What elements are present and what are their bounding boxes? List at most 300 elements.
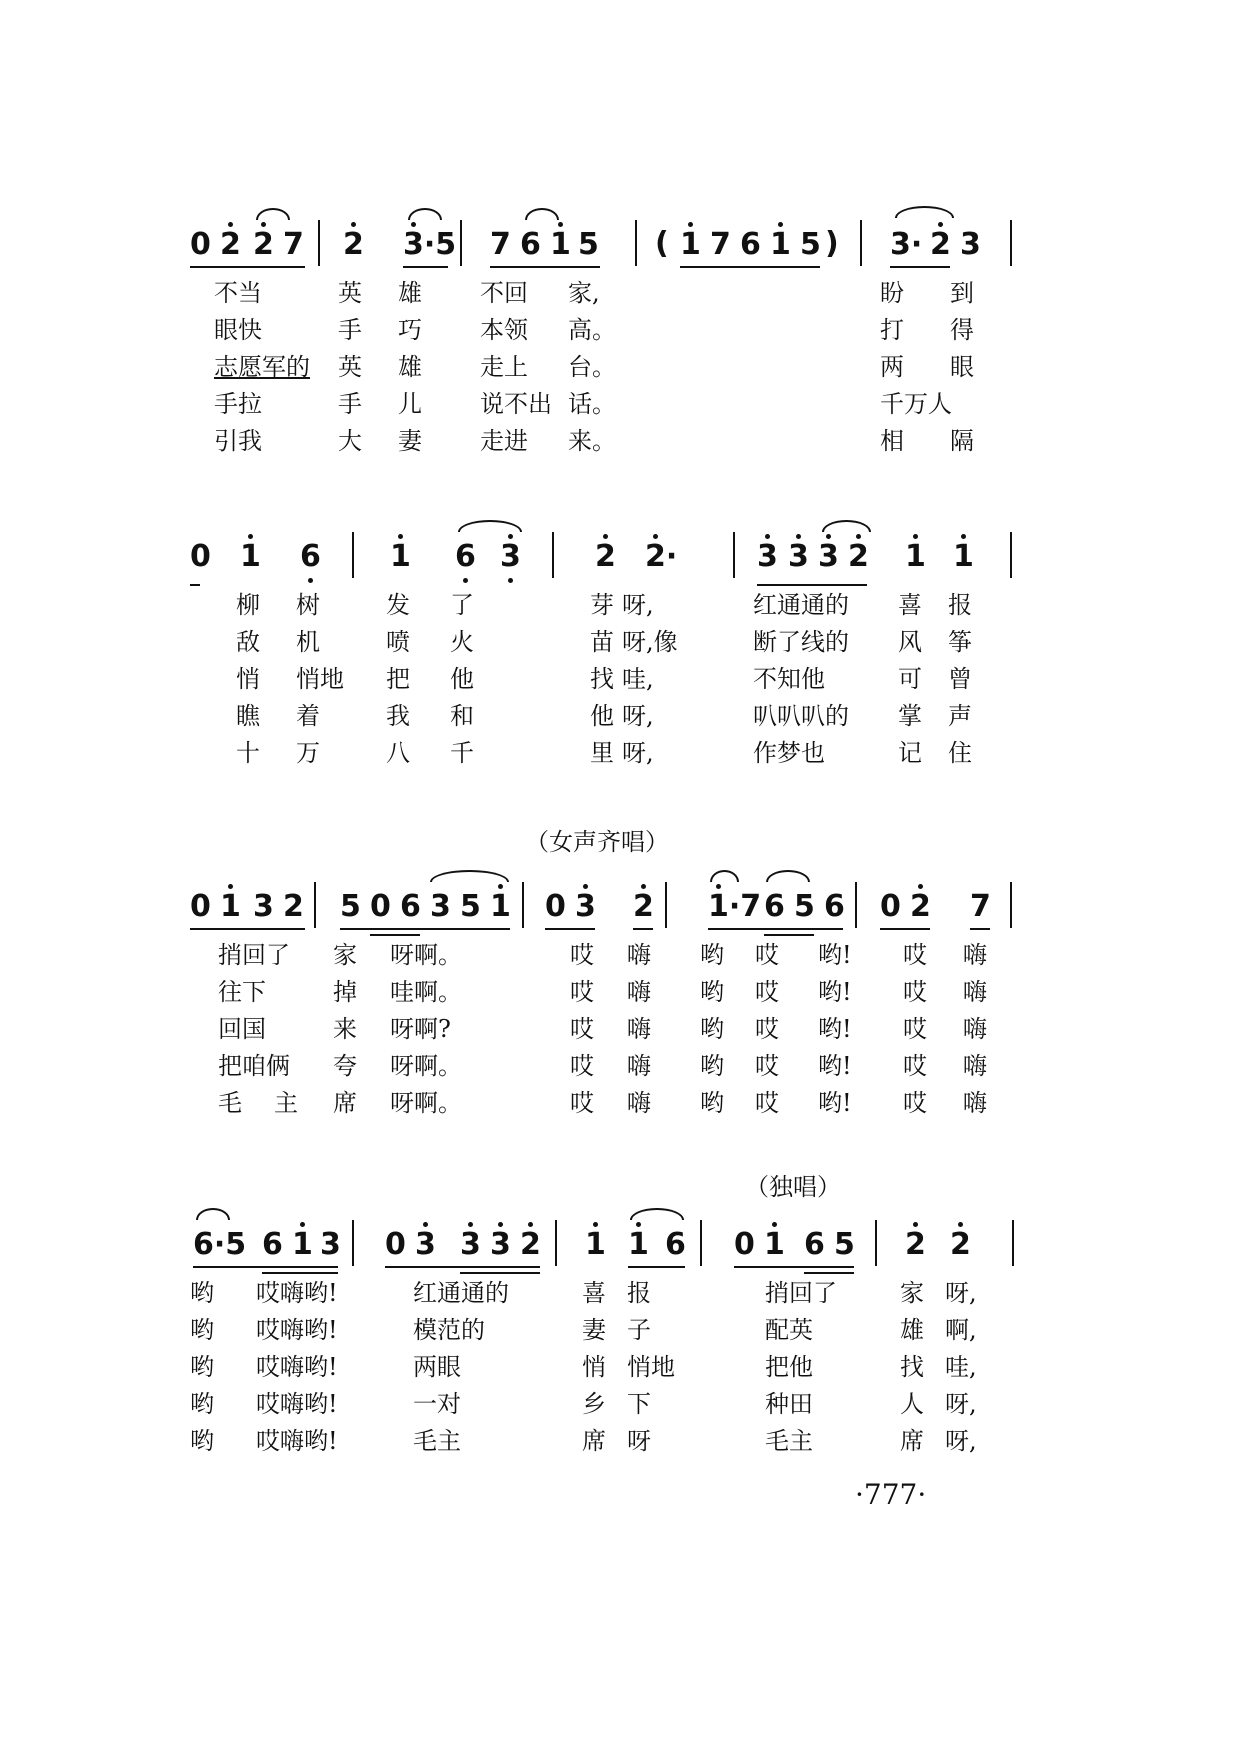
barline: [875, 1220, 877, 1266]
lyric: 悄: [236, 665, 260, 693]
lyric: 哟: [190, 1353, 214, 1381]
lyric: 哇啊。: [390, 978, 462, 1006]
lyric: 喜: [898, 591, 922, 619]
note: 2: [930, 227, 951, 262]
lyric: 雄: [398, 353, 422, 381]
note: 3: [460, 1227, 481, 1262]
lyric: 不回: [480, 279, 528, 307]
lyric: 手: [338, 316, 362, 344]
lyric: 把咱俩: [218, 1052, 290, 1080]
note: 1: [490, 889, 511, 924]
lyric: 哎: [570, 1015, 594, 1043]
high-dot: [248, 534, 253, 539]
note: 5: [794, 889, 815, 924]
beam: [890, 266, 950, 268]
lyric: 嗨: [963, 941, 987, 969]
high-dot: [593, 1222, 598, 1227]
note: 3: [818, 539, 839, 574]
lyric: 八: [386, 739, 410, 767]
lyric: 哇,: [945, 1353, 977, 1381]
lyric: 哟: [190, 1390, 214, 1418]
barline: [1010, 882, 1012, 928]
lyric: 席: [582, 1427, 606, 1455]
note: 1: [390, 539, 411, 574]
verse-5: [0, 1426, 1100, 1456]
note: 0: [190, 539, 211, 574]
note: 1: [905, 539, 926, 574]
barline: [635, 220, 637, 266]
lyric: 得: [950, 316, 974, 344]
lyric: 住: [948, 739, 972, 767]
note: 0: [190, 227, 211, 262]
note: 5: [460, 889, 481, 924]
lyric: 芽: [590, 591, 614, 619]
lyric: 报: [948, 591, 972, 619]
lyric: 志愿军的: [214, 353, 310, 381]
lyric: 哟: [700, 978, 724, 1006]
barline: [1012, 1220, 1014, 1266]
lyric: 嗨: [627, 978, 651, 1006]
lyric: 呀,: [945, 1390, 977, 1418]
lyric: 喜: [582, 1279, 606, 1307]
note: 0: [880, 889, 901, 924]
lyric: 树: [296, 591, 320, 619]
note: 6: [740, 227, 761, 262]
lyric: 家,: [568, 279, 600, 307]
beam: [403, 266, 448, 268]
verse-3: [0, 1352, 1100, 1382]
lyric: 风: [898, 628, 922, 656]
verse-3: [0, 664, 1100, 694]
lyric: 哎嗨哟!: [256, 1427, 338, 1455]
lyric: 哎: [903, 1089, 927, 1117]
staff-line-4: [0, 1228, 1241, 1268]
high-dot: [583, 884, 588, 889]
lyric: 瞧: [236, 702, 260, 730]
note: 0: [545, 889, 566, 924]
high-dot: [765, 534, 770, 539]
barline: [552, 532, 554, 578]
barline: [855, 882, 857, 928]
lyric: 叭叭叭的: [753, 702, 849, 730]
lyric: 手: [338, 390, 362, 418]
lyric: 掉: [333, 978, 357, 1006]
lyric: 两眼: [413, 1353, 461, 1381]
lyric: 来。: [568, 427, 616, 455]
note: 2: [220, 227, 241, 262]
lyric: 可: [898, 665, 922, 693]
lyric: 哟!: [818, 1015, 852, 1043]
note: 2: [905, 1227, 926, 1262]
note: 7: [490, 227, 511, 262]
barline: [352, 532, 354, 578]
high-dot: [856, 534, 861, 539]
lyric: 哟!: [818, 1052, 852, 1080]
lyric: 不当: [214, 279, 262, 307]
lyric: 敌: [236, 628, 260, 656]
lyric: 毛主: [765, 1427, 813, 1455]
verse-5: [0, 1088, 1100, 1118]
lyric: 哟!: [818, 1089, 852, 1117]
lyric: 嗨: [627, 1052, 651, 1080]
verse-5: [0, 426, 1100, 456]
note: 0: [734, 1227, 755, 1262]
beam: [734, 1266, 854, 1268]
high-dot: [688, 222, 693, 227]
lyric: 巧: [398, 316, 422, 344]
lyric: 妻: [582, 1316, 606, 1344]
note: 2: [950, 1227, 971, 1262]
lyric: 呀啊。: [390, 1089, 462, 1117]
lyric: 红通通的: [753, 591, 849, 619]
lyric: 作梦也: [753, 739, 825, 767]
note: 3: [575, 889, 596, 924]
note: 3: [430, 889, 451, 924]
note: 3: [320, 1227, 341, 1262]
lyric: 呀,: [622, 591, 654, 619]
lyric: 嗨: [627, 1015, 651, 1043]
verse-1: [0, 278, 1100, 308]
beam: [193, 1266, 338, 1268]
note: 6: [520, 227, 541, 262]
lyric: 哎: [903, 1015, 927, 1043]
note: 1: [628, 1227, 649, 1262]
high-dot: [913, 1222, 918, 1227]
lyric: 呀啊。: [390, 941, 462, 969]
lyric: 哟!: [818, 941, 852, 969]
note: 0: [370, 889, 391, 924]
lyric: 他: [450, 665, 474, 693]
lyric: 哟: [190, 1316, 214, 1344]
lyric: 家: [900, 1279, 924, 1307]
lyric: 打: [880, 316, 904, 344]
lyric: 啊,: [945, 1316, 977, 1344]
high-dot: [938, 222, 943, 227]
lyric: 相: [880, 427, 904, 455]
verse-3: [0, 1014, 1100, 1044]
lyric: 哎: [755, 1089, 779, 1117]
lyric: 嗨: [627, 941, 651, 969]
high-dot: [958, 1222, 963, 1227]
barline: [733, 532, 735, 578]
note: 6: [824, 889, 845, 924]
lyric: 隔: [950, 427, 974, 455]
lyric: 哎: [903, 1052, 927, 1080]
lyric: 哇,: [622, 665, 654, 693]
note: 0: [190, 889, 211, 924]
note: 2: [283, 889, 304, 924]
high-dot: [398, 534, 403, 539]
interlude-open: (: [655, 226, 669, 261]
slur: [525, 208, 559, 220]
note: 2: [848, 539, 869, 574]
barline: [460, 220, 462, 266]
slur: [895, 206, 954, 218]
lyric: 两: [880, 353, 904, 381]
lyric: 哟: [190, 1427, 214, 1455]
lyric: 手拉: [214, 390, 262, 418]
lyric: 盼: [880, 279, 904, 307]
lyric: 到: [950, 279, 974, 307]
beam: [370, 934, 420, 936]
lyric: 呀: [627, 1427, 651, 1455]
lyric: 种田: [765, 1390, 813, 1418]
lyric: 红通通的: [413, 1279, 509, 1307]
note: 1: [680, 227, 701, 262]
high-dot: [300, 1222, 305, 1227]
high-dot: [603, 534, 608, 539]
lyric: 哎: [755, 1015, 779, 1043]
lyric: 回国: [218, 1015, 266, 1043]
note: 0: [385, 1227, 406, 1262]
lyric: 哟: [700, 941, 724, 969]
beam: [460, 1272, 540, 1274]
lyric: 火: [450, 628, 474, 656]
lyric: 英: [338, 353, 362, 381]
lyric: 里: [590, 739, 614, 767]
note: 3·: [890, 227, 923, 262]
lyric: 来: [333, 1015, 357, 1043]
slur: [766, 870, 810, 882]
note: 5: [834, 1227, 855, 1262]
beam: [190, 584, 200, 586]
lyrics-2: [0, 590, 1100, 767]
note: 3·5: [403, 227, 457, 262]
lyric: 苗: [590, 628, 614, 656]
lyric: 柳: [236, 591, 260, 619]
note: 6: [764, 889, 785, 924]
lyric: 说不出: [480, 390, 552, 418]
lyric: 哟!: [818, 978, 852, 1006]
lyric: 报: [627, 1279, 651, 1307]
high-dot: [918, 884, 923, 889]
barline: [700, 1220, 702, 1266]
high-dot: [772, 1222, 777, 1227]
lyric: 悄: [582, 1353, 606, 1381]
lyric: 走进: [480, 427, 528, 455]
note: 3: [757, 539, 778, 574]
verse-4: [0, 701, 1100, 731]
beam: [190, 266, 305, 268]
lyric: 呀,: [945, 1427, 977, 1455]
lyric: 雄: [900, 1316, 924, 1344]
note: 6: [804, 1227, 825, 1262]
lyric: 儿: [398, 390, 422, 418]
lyric: 筝: [948, 628, 972, 656]
verse-4: [0, 389, 1100, 419]
verse-2: [0, 627, 1100, 657]
high-dot: [796, 534, 801, 539]
lyric: 曾: [948, 665, 972, 693]
lyric: 找: [900, 1353, 924, 1381]
lyrics-4: [0, 1278, 1100, 1455]
beam: [385, 1266, 540, 1268]
lyric: 话。: [568, 390, 616, 418]
lyric: 他: [590, 702, 614, 730]
lyric: 哎: [755, 941, 779, 969]
lyric: 主: [274, 1089, 298, 1117]
high-dot: [228, 222, 233, 227]
lyric: 哎: [570, 941, 594, 969]
lyric: 了: [450, 591, 474, 619]
barline: [522, 882, 524, 928]
beam: [633, 928, 653, 930]
lyric: 呀,: [622, 739, 654, 767]
note: 2: [910, 889, 931, 924]
lyrics-3: [0, 940, 1100, 1117]
lyric: 毛主: [413, 1427, 461, 1455]
lyric: 捎回了: [218, 941, 290, 969]
high-dot: [498, 884, 503, 889]
slur: [630, 1208, 684, 1220]
note: 1: [764, 1227, 785, 1262]
beam: [680, 266, 820, 268]
note: 2: [633, 889, 654, 924]
beam: [262, 1272, 338, 1274]
note: 6: [400, 889, 421, 924]
lyric: 席: [333, 1089, 357, 1117]
lyric: 哟: [700, 1015, 724, 1043]
verse-5: [0, 738, 1100, 768]
barline: [314, 882, 316, 928]
note: 1: [292, 1227, 313, 1262]
lyric: 哎嗨哟!: [256, 1353, 338, 1381]
lyric: 席: [900, 1427, 924, 1455]
beam: [340, 928, 510, 930]
note: 6: [665, 1227, 686, 1262]
note: 6·5: [193, 1227, 247, 1262]
lyric: 乡: [582, 1390, 606, 1418]
high-dot: [261, 222, 266, 227]
verse-4: [0, 1389, 1100, 1419]
section-label-solo: （独唱）: [745, 1173, 841, 1201]
slur: [822, 520, 871, 532]
lyric: 断了线的: [753, 628, 849, 656]
lyric: 嗨: [627, 1089, 651, 1117]
lyric: 哎嗨哟!: [256, 1390, 338, 1418]
lyric: 千万人: [880, 390, 952, 418]
verse-1: [0, 590, 1100, 620]
barline: [1010, 532, 1012, 578]
note: 2: [253, 227, 274, 262]
beam: [190, 928, 305, 930]
high-dot: [558, 222, 563, 227]
interlude-close: ): [825, 226, 839, 261]
lyric: 夸: [333, 1052, 357, 1080]
note: 6: [455, 539, 476, 574]
section-label-female-chorus: （女声齐唱）: [525, 828, 669, 856]
lyric: 悄地: [627, 1353, 675, 1381]
lyric: 哟: [190, 1279, 214, 1307]
note: 6: [262, 1227, 283, 1262]
note: 6: [300, 539, 321, 574]
lyric: 哟: [700, 1052, 724, 1080]
beam: [804, 1272, 854, 1274]
note: 2: [595, 539, 616, 574]
lyric: 呀,像: [622, 628, 678, 656]
lyric: 台。: [568, 353, 616, 381]
lyric: 把他: [765, 1353, 813, 1381]
high-dot: [528, 1222, 533, 1227]
lyric: 配英: [765, 1316, 813, 1344]
lyric: 下: [627, 1390, 651, 1418]
verse-4: [0, 1051, 1100, 1081]
beam: [708, 928, 843, 930]
note: 2·: [645, 539, 678, 574]
beam: [490, 266, 600, 268]
lyric: 嗨: [963, 1052, 987, 1080]
lyrics-1: [0, 278, 1100, 455]
note: 3: [960, 227, 981, 262]
lyric: 大: [338, 427, 362, 455]
lyric: 哎嗨哟!: [256, 1279, 338, 1307]
lyric: 嗨: [963, 978, 987, 1006]
barline: [665, 882, 667, 928]
lyric: 十: [236, 739, 260, 767]
lyric: 机: [296, 628, 320, 656]
lyric: 往下: [218, 978, 266, 1006]
high-dot: [423, 1222, 428, 1227]
high-dot: [653, 534, 658, 539]
lyric: 走上: [480, 353, 528, 381]
lyric: 哟: [700, 1089, 724, 1117]
beam: [757, 584, 867, 586]
lyric: 眼: [950, 353, 974, 381]
note: 2: [520, 1227, 541, 1262]
lyric: 高。: [568, 316, 616, 344]
high-dot: [641, 884, 646, 889]
note: 3: [490, 1227, 511, 1262]
lyric: 发: [386, 591, 410, 619]
slur: [408, 208, 442, 220]
slur: [256, 208, 290, 220]
lyric: 捎回了: [765, 1279, 837, 1307]
barline: [318, 220, 320, 266]
lyric: 千: [450, 739, 474, 767]
barline: [1010, 220, 1012, 266]
verse-2: [0, 977, 1100, 1007]
high-dot: [636, 1222, 641, 1227]
high-dot: [961, 534, 966, 539]
note: 7: [283, 227, 304, 262]
barline: [860, 220, 862, 266]
lyric: 子: [627, 1316, 651, 1344]
beam: [970, 928, 990, 930]
lyric: 哎: [903, 941, 927, 969]
note: 5: [578, 227, 599, 262]
lyric: 悄地: [296, 665, 344, 693]
note: 3: [788, 539, 809, 574]
verse-3: [0, 352, 1100, 382]
verse-2: [0, 315, 1100, 345]
lyric: 掌: [898, 702, 922, 730]
slur: [710, 870, 739, 882]
lyric: 英: [338, 279, 362, 307]
lyric: 记: [898, 739, 922, 767]
lyric: 哎嗨哟!: [256, 1316, 338, 1344]
beam: [880, 928, 930, 930]
lyric: 把: [386, 665, 410, 693]
lyric: 哎: [755, 978, 779, 1006]
high-dot: [351, 222, 356, 227]
lyric: 喷: [386, 628, 410, 656]
note: 1: [770, 227, 791, 262]
lyric: 和: [450, 702, 474, 730]
lyric: 找: [590, 665, 614, 693]
note: 1: [953, 539, 974, 574]
lyric: 哎: [570, 1052, 594, 1080]
high-dot: [498, 1222, 503, 1227]
